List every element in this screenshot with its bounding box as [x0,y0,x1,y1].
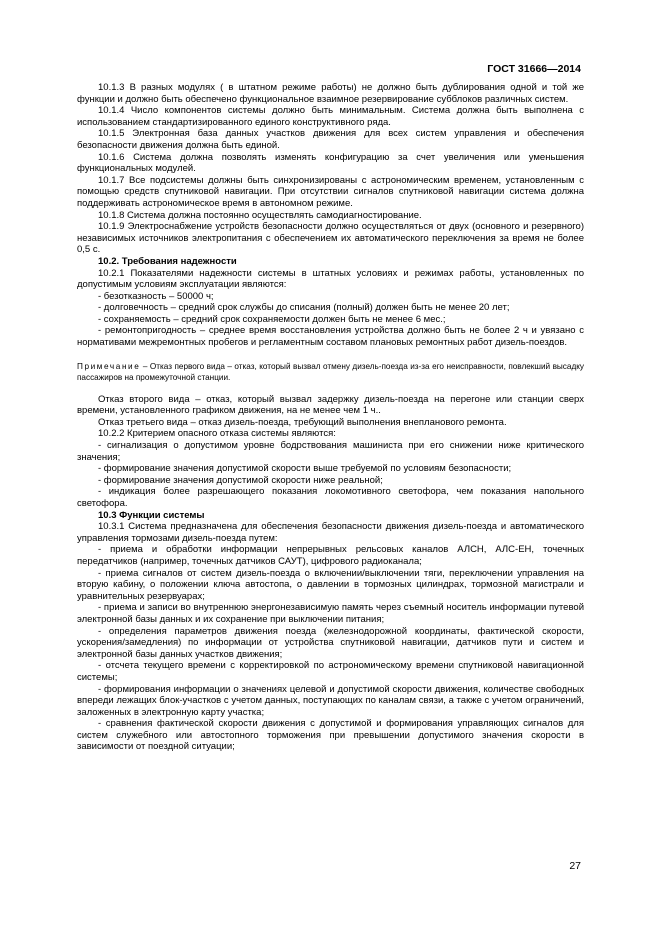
paragraph-10-1-4: 10.1.4 Число компонентов системы должно быть минимальным. Система должна быть выполнена с использованием стандартизированного единого конструктивного ряда. [77,105,584,128]
list-item: - сравнения фактической скорости движения с допустимой и формирования управляющих сигналов для систем служебного или автостопного торможения при превышении допустимого значения скорости в зависимости от поездной ситуации; [77,718,584,753]
paragraph-10-1-9: 10.1.9 Электроснабжение устройств безопасности должно осуществляться от двух (основного и резервного) независимых источников электропитания с обеспечением их автоматического переключения за время не более 0,5 с. [77,221,584,256]
section-heading-10-2: 10.2. Требования надежности [98,255,237,267]
note-text: – Отказ первого вида – отказ, который вызвал отмену дизель-поезда из-за его неисправности, повлекший высадку пассажиров на промежуточной станции. [77,361,584,382]
list-item: - приема и обработки информации непрерывных рельсовых каналов АЛСН, АЛС-ЕН, точечных передатчиков (например, точечных датчиков САУТ), цифрового радиоканала; [77,544,584,567]
note-label: Примечание [77,361,141,371]
section-heading-10-3: 10.3 Функции системы [98,509,205,521]
list-item: - индикация более разрешающего показания локомотивного светофора, чем показания напольного светофора. [77,486,584,509]
paragraph-10-3-1: 10.3.1 Система предназначена для обеспечения безопасности движения дизель-поезда и автоматического управления тормозами дизель-поезда путем: [77,521,584,544]
page-number: 27 [569,860,581,872]
list-item: - безотказность – 50000 ч; [98,290,214,302]
list-item: - сигнализация о допустимом уровне бодрствования машиниста при его снижении ниже критического значения; [77,440,584,463]
paragraph-10-1-8: 10.1.8 Система должна постоянно осуществлять самодиагностирование. [98,209,422,221]
note [77,361,584,383]
list-item: - приема и записи во внутреннюю энергонезависимую память через съемный носитель информации путевой электронной базы данных и их сохранение при выключении питания; [77,602,584,625]
paragraph-failure-type-2: Отказ второго вида – отказ, который вызвал задержку дизель-поезда на перегоне или станции сверх времени, установленного графиком движения, на не менее чем 1 ч.. [77,393,584,417]
list-item: - формирование значения допустимой скорости ниже реальной; [98,474,383,486]
list-item: - формирования информации о значениях целевой и допустимой скорости движения, количестве свободных впереди лежащих блок-участков с учетом данных, поступающих по каналам связи, а также с учетом ограничений, заложенных в электронную карту участка; [77,683,584,718]
page-body [77,82,584,753]
paragraph-10-2-2: 10.2.2 Критерием опасного отказа системы являются: [98,428,336,440]
list-item: - долговечность – средний срок службы до списания (полный) должен быть не менее 20 лет; [98,302,510,314]
list-item: - сохраняемость – средний срок сохраняемости должен быть не менее 6 мес.; [98,313,446,325]
list-item: - формирование значения допустимой скорости выше требуемой по условиям безопасности; [98,463,512,475]
paragraph-failure-type-3: Отказ третьего вида – отказ дизель-поезда, требующий выполнения внепланового ремонта. [98,416,507,428]
paragraph-10-1-7: 10.1.7 Все подсистемы должны быть синхронизированы с астрономическим временем, установленным с помощью средств спутниковой навигации. При отсутствии сигналов спутниковой навигации система должна поддерживать астрономическое время в автономном режиме. [77,174,584,209]
paragraph-10-2-1: 10.2.1 Показателями надежности системы в штатных условиях и режимах работы, установленных по допустимым условиям эксплуатации являются: [77,267,584,291]
list-item: - приема сигналов от систем дизель-поезда о включении/выключении тяги, переключении управления на вторую кабину, о положении ключа автостопа, о давлении в тормозных цилиндрах, тормозной магистрали и уравнительных резервуарах; [77,567,584,602]
paragraph-10-1-5: 10.1.5 Электронная база данных участков движения для всех систем управления и обеспечения безопасности движения должна быть единой. [77,128,584,151]
document-code: ГОСТ 31666—2014 [487,63,581,75]
list-item: - отсчета текущего времени с корректировкой по астрономическому времени спутниковой навигационной системы; [77,660,584,683]
paragraph-10-1-6: 10.1.6 Система должна позволять изменять конфигурацию за счет увеличения или уменьшения функциональных модулей. [77,151,584,175]
list-item: - определения параметров движения поезда (железнодорожной координаты, фактической скорости, ускорения/замедления) по информации от устройства спутниковой навигации, датчиков пути и систем и электронной базы данных участков движения; [77,625,584,660]
list-item: - ремонтопригодность – среднее время восстановления устройства должно быть не более 2 ч и увязано с нормативами межремонтных пробегов и регламентным составом плановых ремонтных работ дизель-поездов. [77,325,584,349]
paragraph-10-1-3: 10.1.3 В разных модулях ( в штатном режиме работы) не должно быть дублирования одной и той же функции и должно быть обеспечено функциональное взаимное резервирование субблоков различных систем. [77,82,584,105]
